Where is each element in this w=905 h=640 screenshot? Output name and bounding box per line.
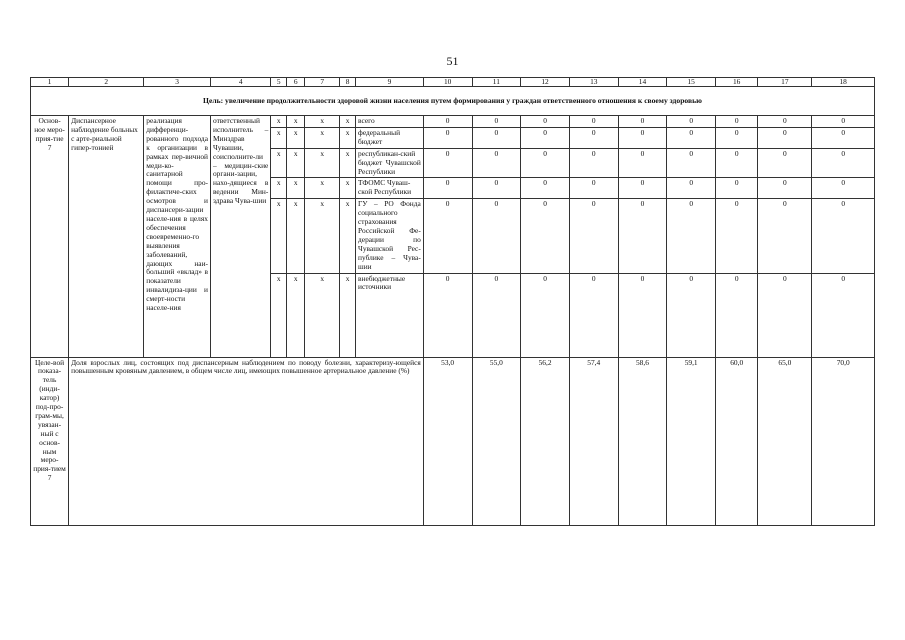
column-number: 1 bbox=[31, 78, 69, 87]
event-executor: ответственный исполнитель – Минздрав Чувашии, соисполните-ли – медицин-ские органи-зации, нахо-дящиеся в ведении Мин-здрава Чува-шии bbox=[210, 116, 270, 358]
column-number: 13 bbox=[569, 78, 618, 87]
funding-value: 0 bbox=[423, 178, 472, 199]
funding-value: 0 bbox=[618, 116, 667, 128]
funding-value: 0 bbox=[618, 127, 667, 148]
funding-value: 0 bbox=[423, 116, 472, 128]
funding-value: 0 bbox=[716, 148, 758, 178]
funding-value: 0 bbox=[667, 148, 716, 178]
funding-value: 0 bbox=[521, 148, 570, 178]
funding-value: 0 bbox=[618, 273, 667, 357]
indicator-value: 60,0 bbox=[716, 357, 758, 525]
column-number: 9 bbox=[356, 78, 424, 87]
funding-value: 0 bbox=[423, 199, 472, 273]
funding-value: 0 bbox=[618, 199, 667, 273]
funding-value: 0 bbox=[521, 116, 570, 128]
funding-value: 0 bbox=[569, 199, 618, 273]
x-mark: x bbox=[271, 178, 287, 199]
column-number: 6 bbox=[287, 78, 305, 87]
funding-value: 0 bbox=[569, 178, 618, 199]
x-mark: x bbox=[287, 199, 305, 273]
funding-value: 0 bbox=[569, 148, 618, 178]
funding-value: 0 bbox=[812, 148, 875, 178]
funding-value: 0 bbox=[423, 273, 472, 357]
column-number: 12 bbox=[521, 78, 570, 87]
column-number: 14 bbox=[618, 78, 667, 87]
funding-value: 0 bbox=[472, 178, 521, 199]
x-mark: x bbox=[340, 199, 356, 273]
page-number: 51 bbox=[446, 54, 459, 68]
x-mark: x bbox=[340, 273, 356, 357]
indicator-value: 65,0 bbox=[758, 357, 812, 525]
indicator-label: Целе-вой показа-тель (инди-катор) под-про-грам-мы, увязан-ный с основ-ным меро-прия-тием 7 bbox=[31, 357, 69, 525]
funding-value: 0 bbox=[472, 127, 521, 148]
funding-value: 0 bbox=[521, 273, 570, 357]
indicator-value: 56,2 bbox=[521, 357, 570, 525]
funding-value: 0 bbox=[667, 199, 716, 273]
column-number: 2 bbox=[69, 78, 144, 87]
indicator-value: 59,1 bbox=[667, 357, 716, 525]
x-mark: x bbox=[305, 273, 340, 357]
column-number: 15 bbox=[667, 78, 716, 87]
funding-value: 0 bbox=[716, 116, 758, 128]
column-number: 16 bbox=[716, 78, 758, 87]
funding-value: 0 bbox=[812, 127, 875, 148]
column-number: 11 bbox=[472, 78, 521, 87]
column-number: 7 bbox=[305, 78, 340, 87]
funding-value: 0 bbox=[716, 178, 758, 199]
funding-value: 0 bbox=[667, 273, 716, 357]
indicator-value: 55,0 bbox=[472, 357, 521, 525]
x-mark: x bbox=[305, 116, 340, 128]
funding-value: 0 bbox=[472, 273, 521, 357]
funding-value: 0 bbox=[667, 178, 716, 199]
x-mark: x bbox=[340, 148, 356, 178]
column-number: 18 bbox=[812, 78, 875, 87]
x-mark: x bbox=[305, 199, 340, 273]
event-type: Основ-ное меро-прия-тие 7 bbox=[31, 116, 69, 358]
funding-value: 0 bbox=[569, 127, 618, 148]
x-mark: x bbox=[287, 178, 305, 199]
funding-value: 0 bbox=[812, 273, 875, 357]
goal-heading: Цель: увеличение продолжительности здоровой жизни населения путем формирования у граждан ответственного отношения к своему здоровью bbox=[31, 87, 875, 116]
funding-value: 0 bbox=[521, 199, 570, 273]
indicator-value: 70,0 bbox=[812, 357, 875, 525]
x-mark: x bbox=[340, 127, 356, 148]
funding-value: 0 bbox=[521, 178, 570, 199]
goal-row bbox=[31, 87, 875, 116]
funding-value: 0 bbox=[758, 127, 812, 148]
x-mark: x bbox=[271, 127, 287, 148]
funding-value: 0 bbox=[812, 116, 875, 128]
event-name: Диспансерное наблюдение больных с арте-риальной гипер-тонией bbox=[69, 116, 144, 358]
funding-value: 0 bbox=[472, 199, 521, 273]
funding-value: 0 bbox=[812, 178, 875, 199]
funding-value: 0 bbox=[472, 148, 521, 178]
funding-source: ГУ – РО Фонда социального страхования Российской Фе-дерации по Чувашской Рес-публике – Чува-шии bbox=[356, 199, 424, 273]
indicator-text: Доля взрослых лиц, состоящих под диспансерным наблюдением по поводу болезни, характеризу-ющейся повышенным кровяным давлением, в общем числе лиц, имеющих повышенное артериальное давление (%) bbox=[69, 357, 424, 525]
column-number: 4 bbox=[210, 78, 270, 87]
x-mark: x bbox=[305, 148, 340, 178]
funding-value: 0 bbox=[423, 148, 472, 178]
x-mark: x bbox=[271, 148, 287, 178]
indicator-value: 53,0 bbox=[423, 357, 472, 525]
column-number-row bbox=[31, 78, 875, 87]
funding-source: федеральный бюджет bbox=[356, 127, 424, 148]
funding-value: 0 bbox=[758, 148, 812, 178]
funding-value: 0 bbox=[569, 273, 618, 357]
x-mark: x bbox=[287, 273, 305, 357]
funding-value: 0 bbox=[569, 116, 618, 128]
indicator-row bbox=[31, 357, 875, 525]
x-mark: x bbox=[287, 148, 305, 178]
funding-value: 0 bbox=[667, 127, 716, 148]
funding-value: 0 bbox=[758, 273, 812, 357]
funding-value: 0 bbox=[667, 116, 716, 128]
funding-value: 0 bbox=[716, 127, 758, 148]
x-mark: x bbox=[340, 116, 356, 128]
x-mark: x bbox=[287, 127, 305, 148]
x-mark: x bbox=[271, 273, 287, 357]
column-number: 10 bbox=[423, 78, 472, 87]
column-number: 3 bbox=[144, 78, 211, 87]
event-description: реализация дифференци-рованного подхода к организации в рамках пер-вичной меди-ко-санитарной помощи про-филактиче-ских осмотров и диспансери-зации населе-ния в целях обеспечения своевременно-го выявления заболеваний, дающих наи-больший «вклад» в показатели инвалидиза-ции и смерт-ности населе-ния bbox=[144, 116, 211, 358]
funding-value: 0 bbox=[618, 148, 667, 178]
funding-value: 0 bbox=[423, 127, 472, 148]
x-mark: x bbox=[271, 116, 287, 128]
indicator-value: 58,6 bbox=[618, 357, 667, 525]
funding-value: 0 bbox=[472, 116, 521, 128]
x-mark: x bbox=[271, 199, 287, 273]
x-mark: x bbox=[287, 116, 305, 128]
funding-value: 0 bbox=[758, 178, 812, 199]
funding-value: 0 bbox=[618, 178, 667, 199]
funding-source: внебюджетные источники bbox=[356, 273, 424, 357]
x-mark: x bbox=[340, 178, 356, 199]
x-mark: x bbox=[305, 127, 340, 148]
program-table bbox=[30, 77, 875, 526]
indicator-value: 57,4 bbox=[569, 357, 618, 525]
funding-value: 0 bbox=[812, 199, 875, 273]
column-number: 17 bbox=[758, 78, 812, 87]
funding-value: 0 bbox=[758, 199, 812, 273]
column-number: 5 bbox=[271, 78, 287, 87]
funding-value: 0 bbox=[716, 199, 758, 273]
funding-source: ТФОМС Чуваш-ской Республики bbox=[356, 178, 424, 199]
funding-source: республикан-ский бюджет Чувашской Республики bbox=[356, 148, 424, 178]
funding-value: 0 bbox=[716, 273, 758, 357]
column-number: 8 bbox=[340, 78, 356, 87]
x-mark: x bbox=[305, 178, 340, 199]
funding-value: 0 bbox=[758, 116, 812, 128]
funding-source: всего bbox=[356, 116, 424, 128]
funding-value: 0 bbox=[521, 127, 570, 148]
funding-row bbox=[31, 116, 875, 128]
